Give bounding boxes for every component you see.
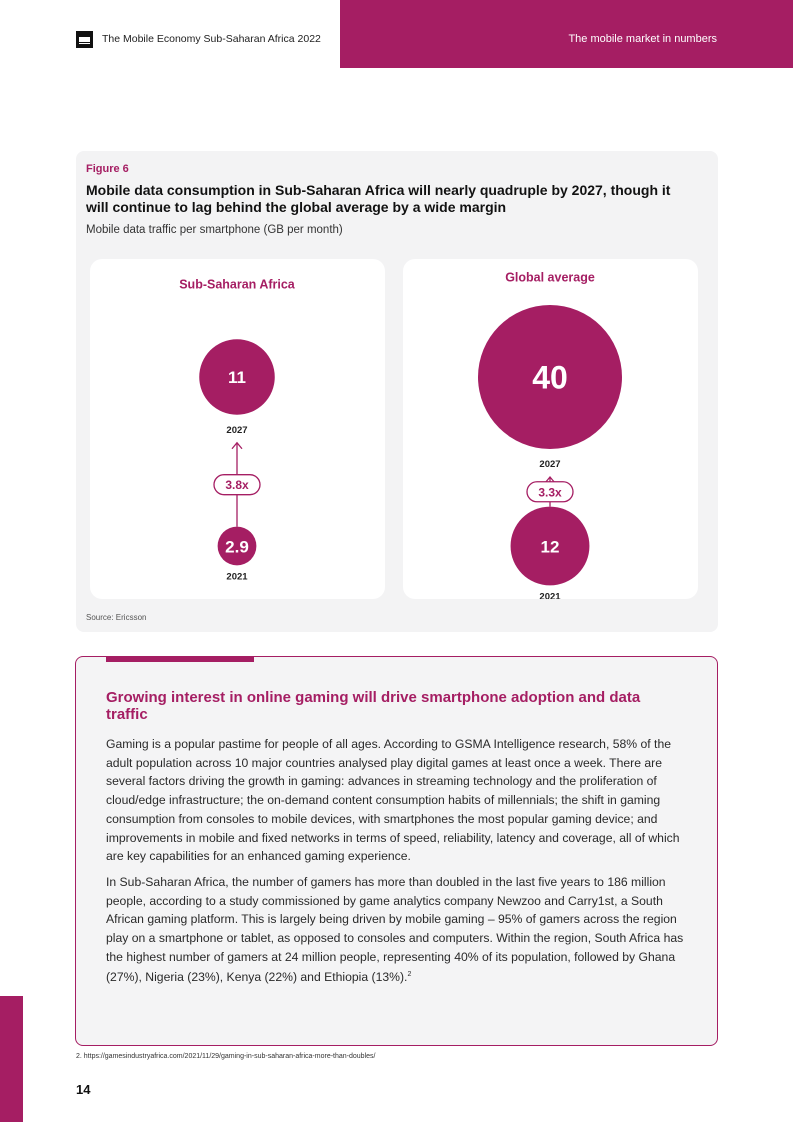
gaming-textbox [75, 656, 718, 1046]
ssa-value-2021: 2.9 [225, 537, 249, 557]
global-value-2027: 40 [532, 359, 568, 396]
side-accent-bar [0, 996, 23, 1122]
ssa-chart-title: Sub-Saharan Africa [179, 277, 295, 292]
ssa-year-2027: 2027 [226, 424, 248, 436]
chart-global-average [403, 259, 698, 599]
global-growth-label: 3.3x [538, 485, 562, 500]
page-number: 14 [76, 1082, 91, 1097]
figure-title: Mobile data consumption in Sub-Saharan Africa will nearly quadruple by 2027, though it will continue to lag behind the global average by a wide margin [86, 182, 671, 215]
ssa-year-2021: 2021 [226, 571, 248, 583]
global-year-2021: 2021 [539, 591, 561, 599]
footnote-reference[interactable]: 2 [407, 971, 412, 979]
section-title: The mobile market in numbers [568, 33, 717, 45]
ssa-growth-label: 3.8x [225, 478, 249, 493]
ssa-value-2027: 11 [228, 368, 246, 388]
footnote: 2. https://gamesindustryafrica.com/2021/11/29/gaming-in-sub-saharan-africa-more-than-doubles/ [76, 1053, 376, 1060]
global-year-2027: 2027 [539, 459, 561, 470]
gsma-logo-icon [76, 31, 93, 48]
section-tab [340, 0, 793, 68]
chart-sub-saharan-africa [90, 259, 385, 599]
chart-panel-global-average [403, 259, 698, 599]
document-title: The Mobile Economy Sub-Saharan Africa 2022 [102, 33, 321, 45]
textbox-body [106, 735, 696, 994]
figure-label: Figure 6 [86, 163, 129, 175]
global-value-2021: 12 [540, 537, 560, 557]
textbox-heading: Growing interest in online gaming will drive smartphone adoption and data traffic [106, 689, 641, 723]
textbox-accent-bar [106, 656, 254, 662]
figure-card [76, 151, 718, 632]
global-chart-title: Global average [505, 270, 595, 285]
figure-source: Source: Ericsson [86, 613, 147, 622]
textbox-paragraph-1: Gaming is a popular pastime for people of all ages. According to GSMA Intelligence research, 58% of the adult population across 10 major countries analysed play digital games at least once a week. There are several factors driving the growth in gaming: advances in streaming technology and the proliferation of cloud/edge infrastructure; the on-demand content consumption habits of millennials; the shift in gaming consumption from consoles to mobile devices, with smartphones the most popular gaming device; and improvements in mobile and fixed networks in terms of speed, reliability, latency and coverage, all of which are key capabilities for an enhanced gaming experience. [106, 737, 680, 864]
textbox-paragraph-2: In Sub-Saharan Africa, the number of gamers has more than doubled in the last five years to 186 million people, according to a study commissioned by game analytics company Newzoo and Carry1st, a South African gaming platform. This is largely being driven by mobile gaming – 95% of gamers across the region play on a smartphone or tablet, as opposed to consoles and computers. Within the region, South Africa has the highest number of gamers at 24 million people, representing 40% of its population, followed by Ghana (27%), Nigeria (23%), Kenya (22%) and Ethiopia (13%).$^2$ [106, 874, 684, 985]
document-header [76, 28, 321, 50]
chart-panel-sub-saharan-africa [90, 259, 385, 599]
figure-subtitle: Mobile data traffic per smartphone (GB per month) [86, 224, 343, 236]
